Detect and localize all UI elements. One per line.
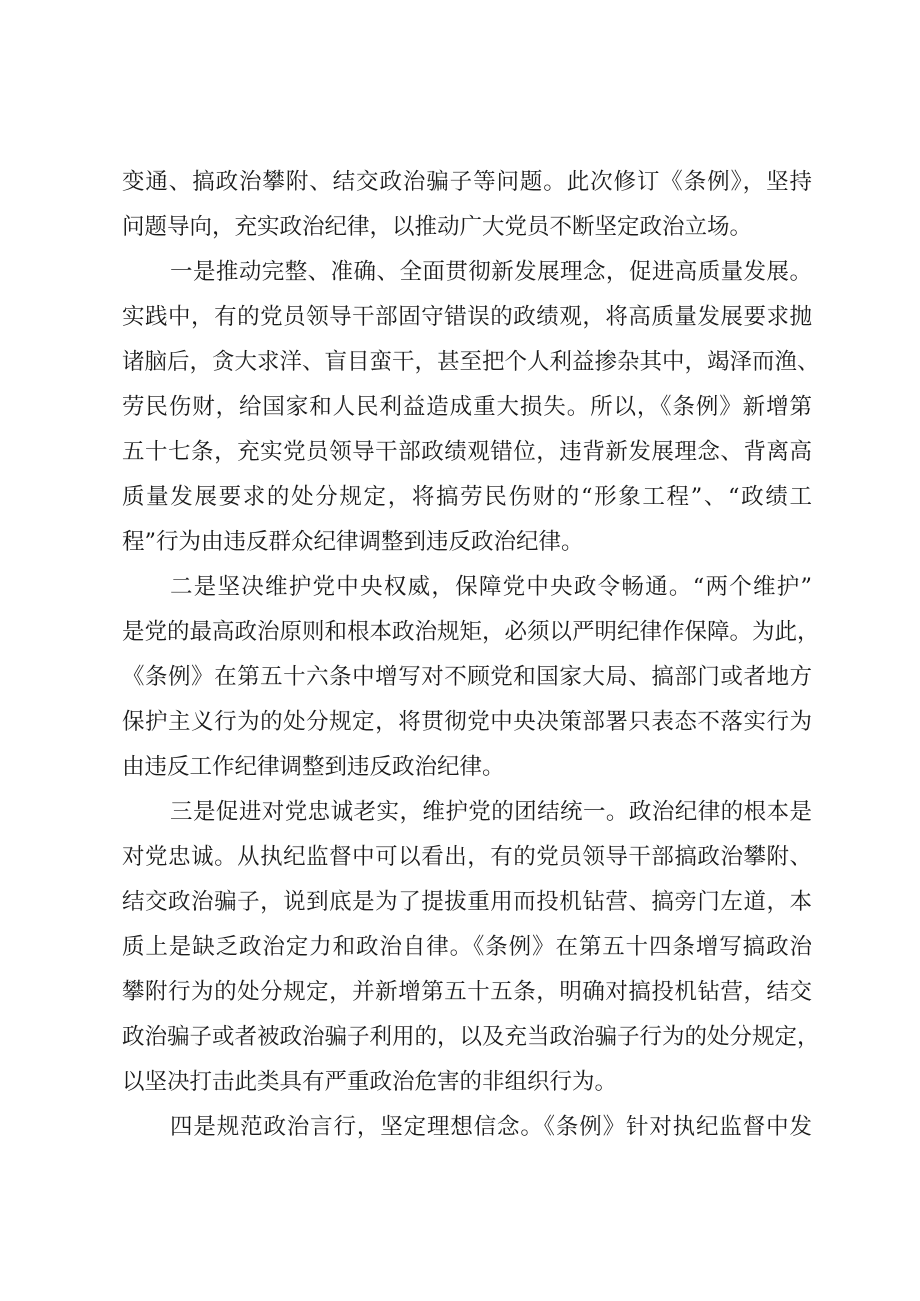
paragraph-point-three xyxy=(122,790,820,1105)
text-line: 劳民伤财，给国家和人民利益造成重大损失。所以，《条例》新增第 xyxy=(122,394,812,420)
document-body xyxy=(122,160,820,1150)
text-line: 攀附行为的处分规定，并新增第五十五条，明确对搞投机钻营，结交 xyxy=(122,979,812,1005)
text-line: 四是规范政治言行，坚定理想信念。《条例》针对执纪监督中发 xyxy=(170,1114,812,1140)
text-line: 一是推动完整、准确、全面贯彻新发展理念，促进高质量发展。 xyxy=(170,259,812,285)
text-line: 质上是缺乏政治定力和政治自律。《条例》在第五十四条增写搞政治 xyxy=(122,934,812,960)
paragraph-point-one xyxy=(122,250,820,565)
paragraph-point-two xyxy=(122,565,820,790)
text-line: 五十七条，充实党员领导干部政绩观错位，违背新发展理念、背离高 xyxy=(122,439,812,465)
text-line: 实践中，有的党员领导干部固守错误的政绩观，将高质量发展要求抛 xyxy=(122,304,812,330)
paragraph-point-four xyxy=(122,1105,812,1150)
text-line: 变通、搞政治攀附、结交政治骗子等问题。此次修订《条例》，坚持 xyxy=(122,169,812,195)
text-line: 是党的最高政治原则和根本政治规矩，必须以严明纪律作保障。为此， xyxy=(122,619,820,645)
text-line: 由违反工作纪律调整到违反政治纪律。 xyxy=(122,754,505,780)
text-line: 三是促进对党忠诚老实，维护党的团结统一。政治纪律的根本是 xyxy=(170,799,812,825)
text-line: 政治骗子或者被政治骗子利用的，以及充当政治骗子行为的处分规定， xyxy=(122,1024,820,1050)
text-line: 诸脑后，贪大求洋、盲目蛮干，甚至把个人利益掺杂其中，竭泽而渔、 xyxy=(122,349,820,375)
text-line: 二是坚决维护党中央权威，保障党中央政令畅通。“两个维护” xyxy=(170,574,812,600)
text-line: 结交政治骗子，说到底是为了提拔重用而投机钻营、搞旁门左道，本 xyxy=(122,889,812,915)
text-line: 问题导向，充实政治纪律，以推动广大党员不断坚定政治立场。 xyxy=(122,214,753,240)
text-line: 以坚决打击此类具有严重政治危害的非组织行为。 xyxy=(122,1069,618,1095)
text-line: 保护主义行为的处分规定，将贯彻党中央决策部署只表态不落实行为 xyxy=(122,709,812,735)
text-line: 程”行为由违反群众纪律调整到违反政治纪律。 xyxy=(122,529,584,555)
text-line: 《条例》在第五十六条中增写对不顾党和国家大局、搞部门或者地方 xyxy=(122,664,812,690)
text-line: 质量发展要求的处分规定，将搞劳民伤财的“形象工程”、“政绩工 xyxy=(122,484,812,510)
paragraph-continuation xyxy=(122,160,812,250)
text-line: 对党忠诚。从执纪监督中可以看出，有的党员领导干部搞政治攀附、 xyxy=(122,844,812,870)
